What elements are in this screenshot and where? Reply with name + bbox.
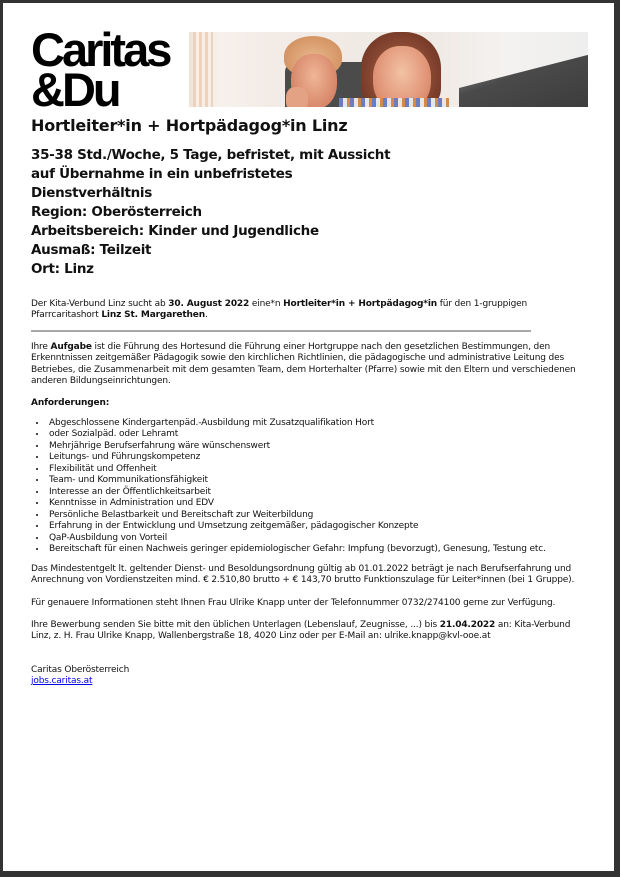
- list-item: • Leitungs- und Führungskompetenz: [47, 452, 591, 464]
- header-photo: [189, 32, 588, 107]
- detail-line: Dienstverhältnis: [31, 185, 152, 201]
- intro-paragraph: Der Kita-Verbund Linz sucht ab 30. August 2022 eine*n Hortleiter*in + Hortpädagog*in für den 1-gruppigen Pfarrcaritashort Linz St. Margarethen.: [31, 299, 528, 321]
- detail-line: auf Übernahme in ein unbefristetes: [31, 166, 293, 182]
- logo-line-2: &Du: [31, 63, 119, 116]
- list-item: • Erfahrung in der Entwicklung und Umsetzung zeitgemäßer, pädagogischer Konzepte: [47, 521, 591, 533]
- task-paragraph: Ihre Aufgabe ist die Führung des Hortesund die Führung einer Hortgruppe nach den gesetzlichen Bestimmungen, den Erkenntnissen zeitgemäßer Pädagogik sowie den kirchlichen Richtlinien, die pädagogische und administrative Leitung des Betriebes, die Zusammenarbeit mit dem gesamten Team, dem Horterhalter (Pfarre) sowie mit den Eltern und verschiedenen anderen Bildungseinrichtungen.: [31, 341, 576, 387]
- logo-line-1: Caritas: [31, 23, 170, 76]
- list-item: • oder Sozialpäd. oder Lehramt: [47, 429, 591, 441]
- contact-info-paragraph: Für genauere Informationen steht Ihnen Frau Ulrike Knapp unter der Telefonnummer 0732/274100 gerne zur Verfügung.: [31, 597, 556, 608]
- job-description: [31, 299, 591, 688]
- detail-region: Region: Oberösterreich: [31, 204, 202, 220]
- salary-paragraph: Das Mindestentgelt lt. geltender Dienst- und Besoldungsordnung gültig ab 01.01.2022 beträgt je nach Berufserfahrung und Anrechnung von Vordienstzeiten mind. € 2.510,80 brutto + € 143,70 brutto Funktionszulage für Leiter*innen (bei 1 Gruppe).: [31, 563, 575, 586]
- list-item: • Bereitschaft für einen Nachweis geringer epidemiologischer Gefahr: Impfung (bevorzugt), Genesung, Testung etc.: [47, 544, 591, 556]
- list-item: • Mehrjährige Berufserfahrung wäre wünschenswert: [47, 441, 591, 453]
- position-name: Hortleiter*in + Hortpädagog*in: [283, 299, 438, 309]
- requirements-list: [31, 418, 591, 556]
- detail-department: Arbeitsbereich: Kinder und Jugendliche: [31, 223, 319, 239]
- detail-line: 35-38 Std./Woche, 5 Tage, befristet, mit Aussicht: [31, 147, 391, 163]
- requirements-heading: Anforderungen:: [31, 398, 110, 409]
- job-details: [31, 146, 391, 279]
- start-date: 30. August 2022: [168, 299, 250, 309]
- list-item: • Abgeschlossene Kindergartenpäd.-Ausbildung mit Zusatzqualifikation Hort: [47, 418, 591, 430]
- application-deadline: 21.04.2022: [439, 620, 496, 631]
- caritas-logo: [31, 23, 170, 116]
- list-item: • Flexibilität und Offenheit: [47, 464, 591, 476]
- detail-extent: Ausmaß: Teilzeit: [31, 242, 152, 258]
- document-page: [3, 3, 614, 871]
- job-title: Hortleiter*in + Hortpädagog*in Linz: [31, 116, 348, 135]
- workplace: Linz St. Margarethen: [101, 310, 205, 321]
- footer-organization: Caritas Oberösterreich: [31, 664, 130, 675]
- detail-location: Ort: Linz: [31, 261, 94, 277]
- list-item: • Interesse an der Öffentlichkeitsarbeit: [47, 487, 591, 499]
- list-item: • QaP-Ausbildung von Vorteil: [47, 533, 591, 545]
- list-item: • Team- und Kommunikationsfähigkeit: [47, 475, 591, 487]
- jobs-link[interactable]: jobs.caritas.at: [31, 676, 93, 687]
- application-paragraph: Ihre Bewerbung senden Sie bitte mit den üblichen Unterlagen (Lebenslauf, Zeugnisse, ...) bis 21.04.2022 an: Kita-Verbund Linz, z. H. Frau Ulrike Knapp, Wallenbergstraße 18, 4020 Linz oder per E-Mail an: ulrike.knapp@kvl-ooe.at: [31, 620, 571, 642]
- list-item: • Kenntnisse in Administration und EDV: [47, 498, 591, 510]
- divider: [31, 330, 531, 332]
- list-item: • Persönliche Belastbarkeit und Bereitschaft zur Weiterbildung: [47, 510, 591, 522]
